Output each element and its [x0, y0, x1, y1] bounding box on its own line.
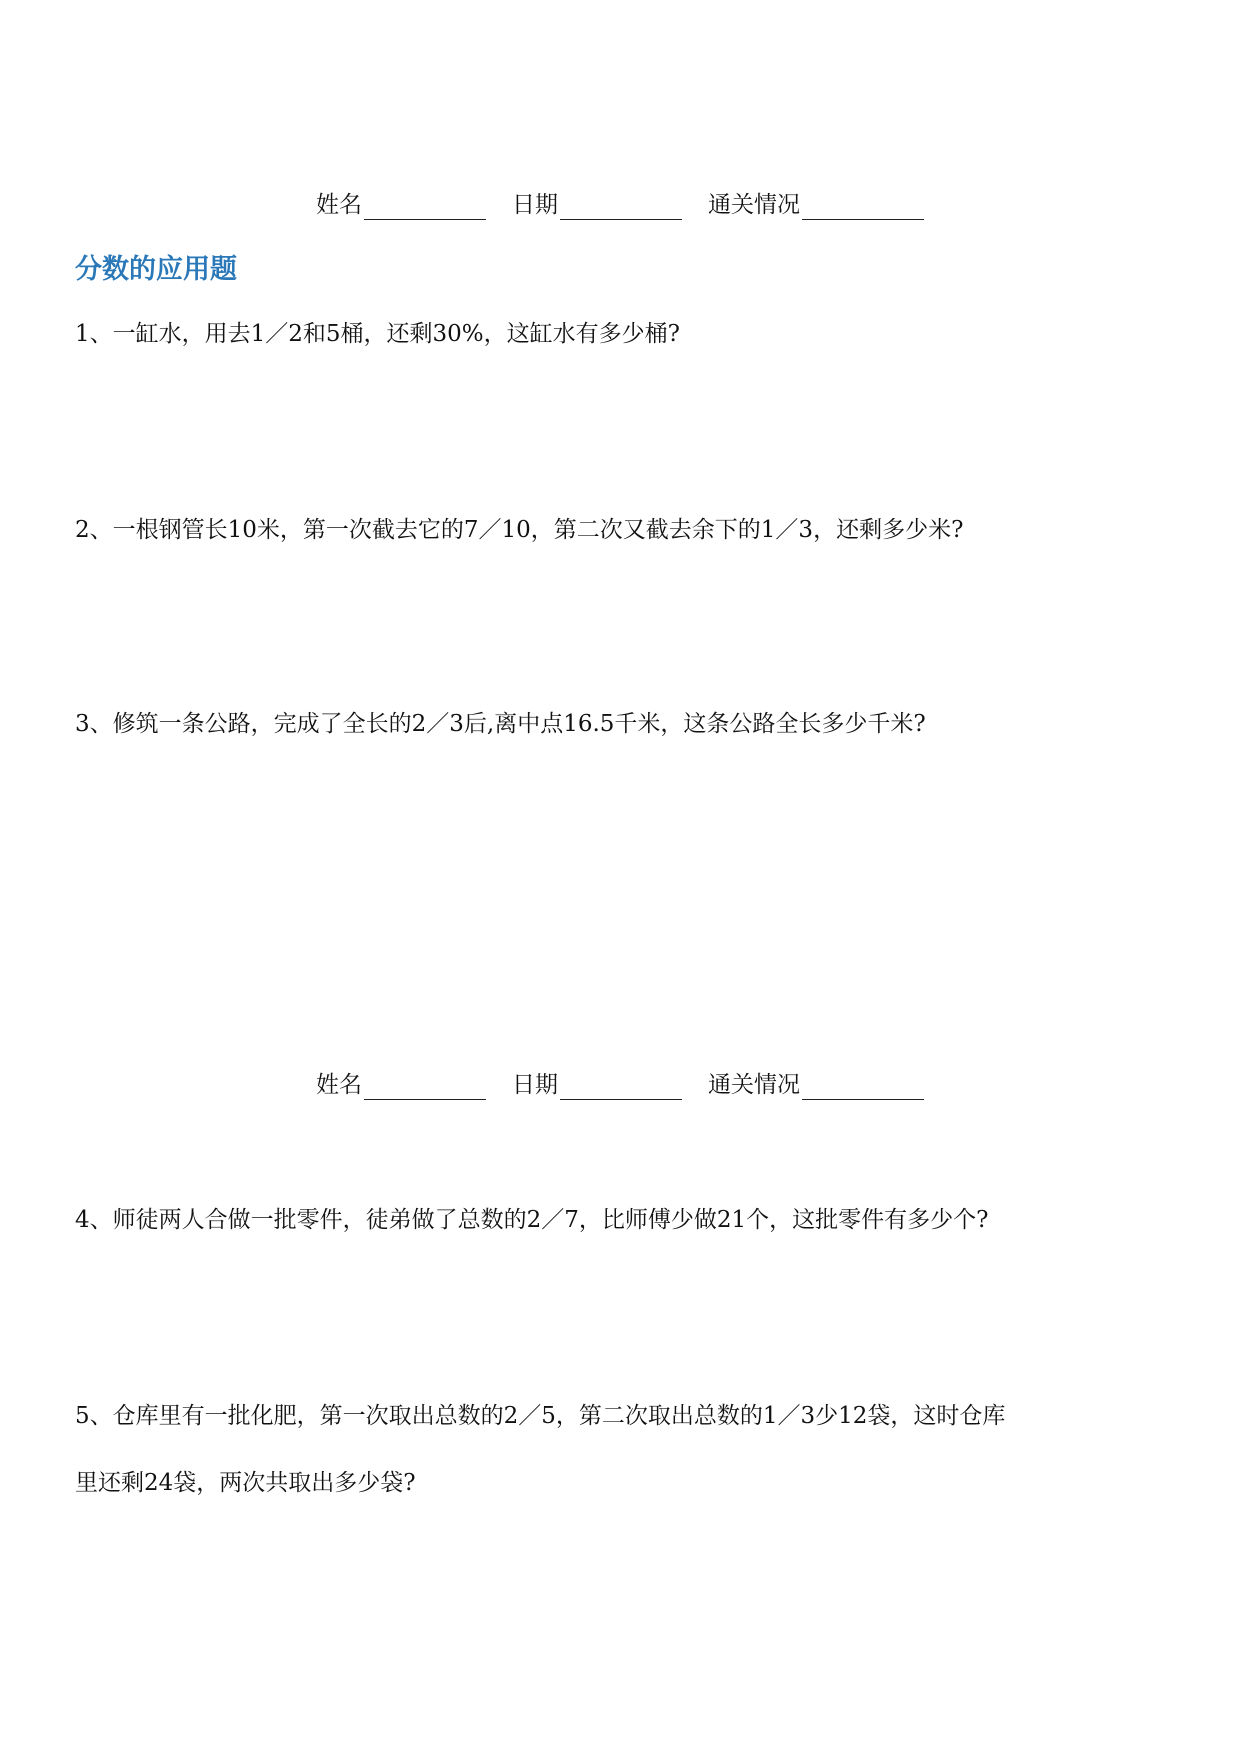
- status-field-2[interactable]: [708, 1070, 924, 1100]
- question-5-line-2: 里还剩24袋，两次共取出多少袋?: [75, 1470, 416, 1496]
- status-label: 通关情况: [708, 192, 800, 218]
- name-blank-2[interactable]: [364, 1075, 486, 1100]
- header-fields-bottom: [0, 1070, 1240, 1100]
- date-field-2[interactable]: [512, 1070, 682, 1100]
- date-field[interactable]: [512, 190, 682, 220]
- name-blank[interactable]: [364, 195, 486, 220]
- name-field-2[interactable]: [316, 1070, 486, 1100]
- status-blank[interactable]: [802, 195, 924, 220]
- question-5-line-1: 5、仓库里有一批化肥，第一次取出总数的2／5，第二次取出总数的1／3少12袋，这时仓库: [75, 1403, 1006, 1429]
- name-field[interactable]: [316, 190, 486, 220]
- header-fields-top: [0, 190, 1240, 220]
- date-blank[interactable]: [560, 195, 682, 220]
- date-label: 日期: [512, 192, 558, 218]
- question-3: 3、修筑一条公路，完成了全长的2／3后,离中点16.5千米，这条公路全长多少千米?: [75, 711, 926, 737]
- question-1: 1、一缸水，用去1／2和5桶，还剩30%，这缸水有多少桶?: [75, 321, 680, 347]
- date-label-2: 日期: [512, 1072, 558, 1098]
- section-title: 分数的应用题: [75, 254, 237, 285]
- date-blank-2[interactable]: [560, 1075, 682, 1100]
- name-label-2: 姓名: [316, 1072, 362, 1098]
- question-2: 2、一根钢管长10米，第一次截去它的7／10，第二次又截去余下的1／3，还剩多少米?: [75, 517, 964, 543]
- status-field[interactable]: [708, 190, 924, 220]
- name-label: 姓名: [316, 192, 362, 218]
- status-label-2: 通关情况: [708, 1072, 800, 1098]
- status-blank-2[interactable]: [802, 1075, 924, 1100]
- question-4: 4、师徒两人合做一批零件，徒弟做了总数的2／7，比师傅少做21个，这批零件有多少个?: [75, 1207, 989, 1233]
